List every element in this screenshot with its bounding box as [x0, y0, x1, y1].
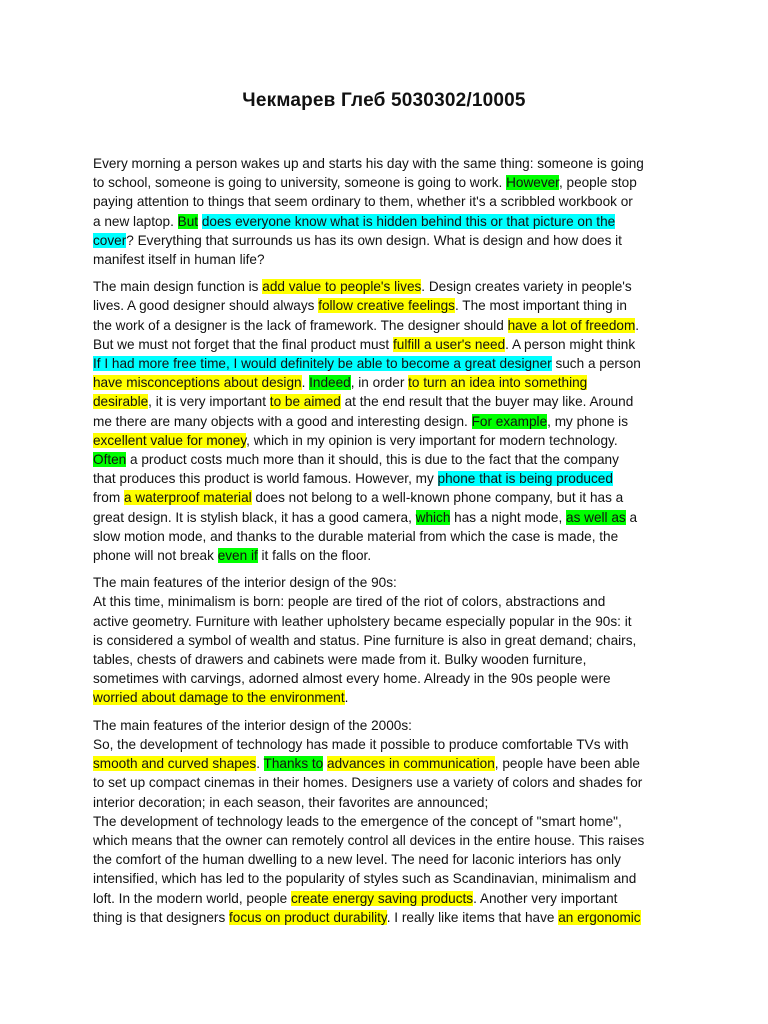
text-segment: is considered a symbol of wealth and status. Pine furniture is also in great demand; chairs,	[93, 632, 637, 648]
highlighted-text: focus on product durability	[229, 909, 387, 925]
text-segment: , people have been able	[494, 756, 640, 772]
text-segment: phone will not break	[93, 548, 218, 564]
paragraph	[93, 154, 683, 269]
text-segment: sometimes with carvings, adorned almost every home. Already in the 90s people were	[93, 671, 611, 687]
text-line	[93, 889, 683, 908]
text-line	[93, 373, 683, 392]
text-line	[93, 469, 683, 488]
text-segment: from	[93, 490, 124, 506]
text-line	[93, 231, 683, 250]
text-segment: manifest itself in human life?	[93, 252, 265, 268]
highlighted-text: fulfill a user's need	[392, 336, 506, 352]
paragraph	[93, 573, 683, 707]
text-segment: The main features of the interior design of the 2000s:	[93, 717, 412, 733]
text-segment: At this time, minimalism is born: people are tired of the riot of colors, abstractions and	[93, 594, 606, 610]
text-line	[93, 735, 683, 754]
text-line	[93, 631, 683, 650]
text-segment: intensified, which has led to the popularity of styles such as Scandinavian, minimalism and	[93, 871, 637, 887]
text-line	[93, 450, 683, 469]
text-segment: a	[625, 509, 638, 525]
highlighted-text: an ergonomic	[558, 909, 641, 925]
highlighted-text: For example	[471, 413, 548, 429]
text-segment: So, the development of technology has made it possible to produce comfortable TVs with	[93, 736, 629, 752]
text-segment: lives. A good designer should always	[93, 298, 319, 314]
highlighted-text: follow creative feelings	[318, 298, 455, 314]
text-segment: , people stop	[558, 175, 637, 191]
text-segment: interior decoration; in each season, their favorites are announced;	[93, 794, 489, 810]
text-segment: which means that the owner can remotely control all devices in the entire house. This raises	[93, 832, 645, 848]
highlighted-text: Often	[93, 452, 127, 468]
document-title: Чекмарев Глеб 5030302/10005	[242, 90, 526, 111]
highlighted-text: add value to people's lives	[262, 279, 422, 295]
text-line	[93, 812, 683, 831]
text-segment: , which in my opinion is very important for modern technology.	[246, 432, 618, 448]
text-segment: , my phone is	[547, 413, 629, 429]
highlighted-text: have misconceptions about design	[93, 375, 302, 391]
highlighted-text: worried about damage to the environment	[93, 690, 345, 706]
text-segment: The main features of the interior design of the 90s:	[93, 575, 397, 591]
highlighted-text: However	[506, 175, 559, 191]
text-segment: .	[635, 317, 640, 333]
text-line	[93, 316, 683, 335]
highlighted-text: smooth and curved shapes	[93, 756, 257, 772]
text-line	[93, 716, 683, 735]
text-segment: has a night mode,	[450, 509, 567, 525]
text-line	[93, 412, 683, 431]
text-segment: me there are many objects with a good and interesting design.	[93, 413, 472, 429]
text-segment: paying attention to things that seem ordinary to them, whether it's a scribbled workbook or	[93, 194, 633, 210]
text-line	[93, 277, 683, 296]
text-segment: a product costs much more than it should, this is due to the fact that the company	[126, 452, 619, 468]
highlighted-text: Indeed	[309, 375, 351, 391]
text-line	[93, 573, 683, 592]
highlighted-text: as well as	[566, 509, 626, 525]
text-segment: .	[344, 690, 349, 706]
text-line	[93, 908, 683, 927]
highlighted-text: even if	[217, 548, 258, 564]
text-line	[93, 173, 683, 192]
text-segment: to set up compact cinemas in their homes. Designers use a variety of colors and shades for	[93, 775, 643, 791]
highlighted-text: phone that is being produced	[437, 471, 613, 487]
highlighted-text: to be aimed	[269, 394, 341, 410]
paragraph	[93, 716, 683, 927]
text-segment: , it is very important	[148, 394, 270, 410]
document-body	[93, 154, 683, 935]
text-segment: tables, chests of drawers and cabinets were made from it. Bulky wooden furniture,	[93, 652, 587, 668]
text-segment: to school, someone is going to university, someone is going to work.	[93, 175, 507, 191]
paragraph	[93, 277, 683, 565]
text-segment: loft. In the modern world, people	[93, 890, 291, 906]
text-line	[93, 773, 683, 792]
highlighted-text: a waterproof material	[123, 490, 252, 506]
highlighted-text: Thanks to	[263, 756, 324, 772]
text-segment: does not belong to a well-known phone company, but it has a	[251, 490, 624, 506]
text-segment: The development of technology leads to the emergence of the concept of "smart home",	[93, 813, 622, 829]
text-segment: . Design creates variety in people's	[421, 279, 632, 295]
highlighted-text: cover	[93, 232, 127, 248]
text-line	[93, 546, 683, 565]
text-line	[93, 192, 683, 211]
text-segment: the work of a designer is the lack of framework. The designer should	[93, 317, 508, 333]
highlighted-text: But	[177, 213, 199, 229]
text-line	[93, 354, 683, 373]
highlighted-text: create energy saving products	[290, 890, 474, 906]
text-segment: . A person might think	[505, 336, 636, 352]
text-line	[93, 869, 683, 888]
text-segment: , in order	[350, 375, 409, 391]
text-line	[93, 831, 683, 850]
text-line	[93, 335, 683, 354]
text-segment: thing is that designers	[93, 909, 230, 925]
text-line	[93, 592, 683, 611]
text-line	[93, 793, 683, 812]
highlighted-text: advances in communication	[327, 756, 495, 772]
text-line	[93, 850, 683, 869]
text-line	[93, 754, 683, 773]
text-segment: great design. It is stylish black, it has a good camera,	[93, 509, 416, 525]
text-line	[93, 392, 683, 411]
text-line	[93, 669, 683, 688]
text-segment: But we must not forget that the final product must	[93, 336, 393, 352]
text-segment: .	[301, 375, 310, 391]
text-line	[93, 612, 683, 631]
highlighted-text: desirable	[93, 394, 149, 410]
text-line	[93, 212, 683, 231]
text-segment: a new laptop.	[93, 213, 178, 229]
highlighted-text: to turn an idea into something	[408, 375, 588, 391]
text-segment: the comfort of the human dwelling to a new level. The need for laconic interiors has only	[93, 852, 621, 868]
text-segment: it falls on the floor.	[257, 548, 372, 564]
text-line	[93, 688, 683, 707]
text-segment: such a person	[551, 356, 641, 372]
highlighted-text: excellent value for money	[93, 432, 247, 448]
text-line	[93, 508, 683, 527]
text-line	[93, 154, 683, 173]
text-segment: .	[256, 756, 264, 772]
highlighted-text: If I had more free time, I would definitely be able to become a great designer	[93, 356, 552, 372]
text-line	[93, 296, 683, 315]
text-line	[93, 650, 683, 669]
text-segment: active geometry. Furniture with leather upholstery became especially popular in the 90s: it	[93, 613, 632, 629]
text-line	[93, 431, 683, 450]
text-segment: The main design function is	[93, 279, 263, 295]
text-line	[93, 488, 683, 507]
text-line	[93, 250, 683, 269]
highlighted-text: which	[415, 509, 451, 525]
text-segment: . I really like items that have	[386, 909, 559, 925]
text-segment: ? Everything that surrounds us has its own design. What is design and how does it	[126, 232, 622, 248]
highlighted-text: have a lot of freedom	[507, 317, 636, 333]
text-segment: . Another very important	[473, 890, 618, 906]
text-segment: . The most important thing in	[454, 298, 627, 314]
text-segment: Every morning a person wakes up and starts his day with the same thing: someone is going	[93, 156, 644, 171]
text-segment: that produces this product is world famous. However, my	[93, 471, 438, 487]
text-segment: slow motion mode, and thanks to the durable material from which the case is made, the	[93, 528, 619, 544]
text-segment: at the end result that the buyer may like. Around	[340, 394, 634, 410]
text-line	[93, 527, 683, 546]
highlighted-text: does everyone know what is hidden behind this or that picture on the	[201, 213, 616, 229]
